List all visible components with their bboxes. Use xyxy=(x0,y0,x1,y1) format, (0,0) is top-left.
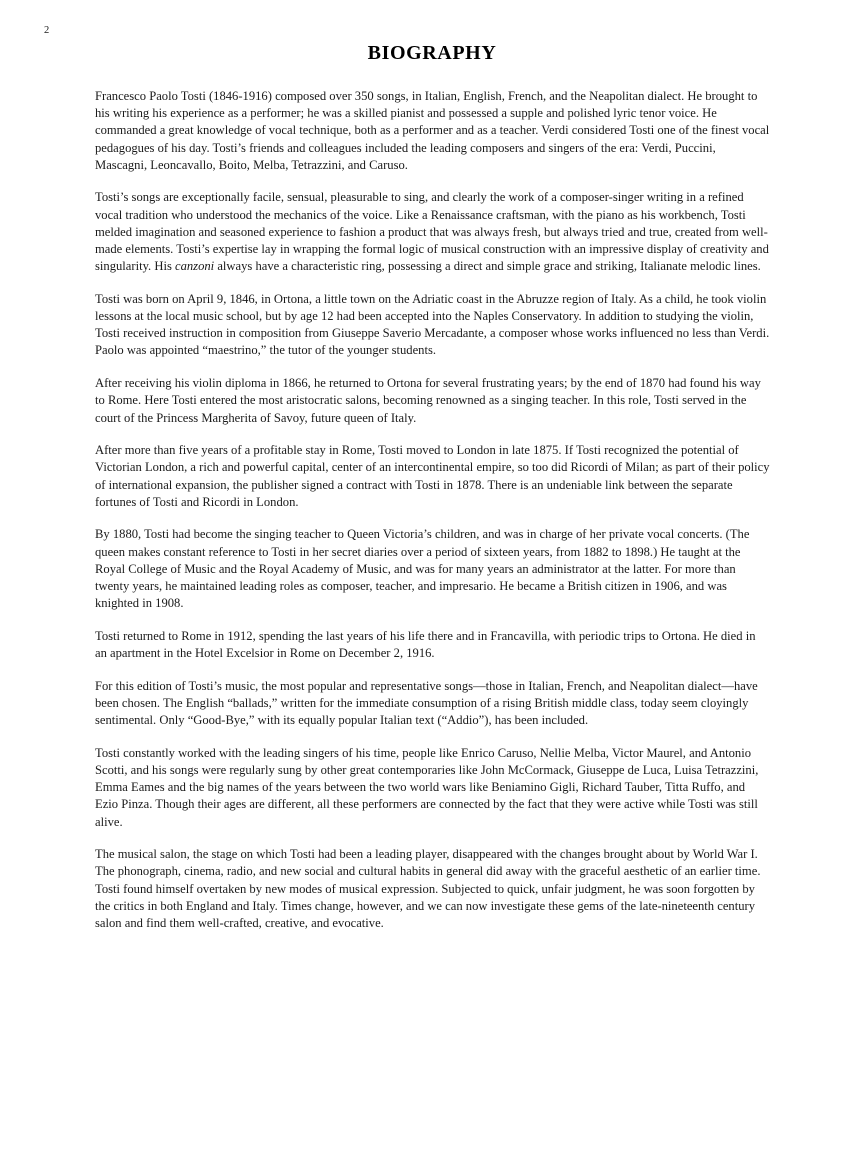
paragraph-5: After more than five years of a profitable stay in Rome, Tosti moved to London in late 1875. If Tosti recognized the potential of Victorian London, a rich and powerful capital, center of an intercontinental empire, so too did Ricordi of Milan; as part of their policy of international expansion, the publisher signed a contract with Tosti in 1878. There is an undeniable link between the separate fortunes of Tosti and Ricordi in London. xyxy=(95,443,770,509)
paragraph-3: Tosti was born on April 9, 1846, in Ortona, a little town on the Adriatic coast in the Abruzze region of Italy. As a child, he took violin lessons at the local music school, but by age 12 had been accepted into the Naples Conservatory. In addition to studying the violin, Tosti received instruction in composition from Giuseppe Saverio Mercadante, a composer whose works influenced no less than Verdi. Paolo was appointed “maestrino,” the tutor of the younger students. xyxy=(95,291,770,358)
paragraph-8: For this edition of Tosti’s music, the most popular and representative songs—those in Italian, French, and Neapolitan dialect—have been chosen. The English “ballads,” written for the immediate consumption of a rising British middle class, today seem cloyingly sentimental. Only “Good-Bye,” with its equally popular Italian text (“Addio”), has been included. xyxy=(95,678,758,728)
page-title: BIOGRAPHY xyxy=(367,42,497,64)
italic-term: canzoni xyxy=(175,259,215,274)
paragraph-10: The musical salon, the stage on which Tosti had been a leading player, disappeared with the changes brought about by World War I. The phonograph, cinema, radio, and new social and cultural habits in general did away with the graceful aesthetic of an earlier time. Tosti found himself overtaken by new modes of musical expression. Subjected to quick, unfair judgment, he was soon forgotten by the critics in both England and Italy. Times change, however, and we can now investigate these gems of the late-nineteenth century salon and find them well-crafted, creative, and evocative. xyxy=(95,847,761,930)
paragraph-7: Tosti returned to Rome in 1912, spending the last years of his life there and in Francavilla, with periodic trips to Ortona. He died in an apartment in the Hotel Excelsior in Rome on December 2, 1916. xyxy=(95,628,756,661)
paragraph-2: Tosti’s songs are exceptionally facile, sensual, pleasurable to sing, and clearly the work of a composer-singer writing in a refined vocal tradition who understood the mechanics of the voice. Like a Renaissance craftsman, with the piano as his workbench, Tosti melded imagination and seasoned experience to fashion a product that was always fresh, but always tried and true, created from well-made elements. Tosti’s expertise lay in wrapping the formal logic of musical construction with an impressive display of creativity and singularity. His canzoni always have a characteristic ring, possessing a direct and simple grace and striking, Italianate melodic lines. xyxy=(95,190,769,274)
page-number: 2 xyxy=(44,25,50,36)
paragraph-4: After receiving his violin diploma in 1866, he returned to Ortona for several frustrating years; by the end of 1870 had found his way to Rome. Here Tosti entered the most aristocratic salons, becoming renowned as a singing teacher. In this role, Tosti served in the court of the Princess Margherita of Savoy, future queen of Italy. xyxy=(95,376,761,425)
paragraph-9: Tosti constantly worked with the leading singers of his time, people like Enrico Caruso, Nellie Melba, Victor Maurel, and Antonio Scotti, and his songs were regularly sung by other great contemporaries like John McCormack, Giuseppe de Luca, Luisa Tetrazzini, Emma Eames and the big names of the years between the two world wars like Beniamino Gigli, Richard Tauber, Titta Ruffo, and Ezio Pinza. Though their ages are different, all these performers are connected by the fact that they were active while Tosti was still alive. xyxy=(95,745,759,829)
paragraph-1: Francesco Paolo Tosti (1846-1916) composed over 350 songs, in Italian, English, French, and the Neapolitan dialect. He brought to his writing his experience as a performer; he was a skilled pianist and possessed a supple and polished lyric tenor voice. He commanded a great knowledge of vocal technique, both as a performer and as a teacher. Verdi considered Tosti one of the finest vocal pedagogues of his day. Tosti’s friends and colleagues included the leading composers and singers of the era: Verdi, Puccini, Mascagni, Leoncavallo, Boito, Melba, Tetrazzini, and Caruso. xyxy=(95,89,770,172)
body-text xyxy=(95,88,770,932)
paragraph-6: By 1880, Tosti had become the singing teacher to Queen Victoria’s children, and was in charge of her private vocal concerts. (The queen makes constant reference to Tosti in her secret diaries over a period of sixteen years, from 1882 to 1898.) He taught at the Royal College of Music and the Royal Academy of Music, and was for many years an administrator at the latter. For more than twenty years, he maintained leading roles as composer, teacher, and impresario. He became a British citizen in 1906, and was knighted in 1908. xyxy=(95,527,750,611)
